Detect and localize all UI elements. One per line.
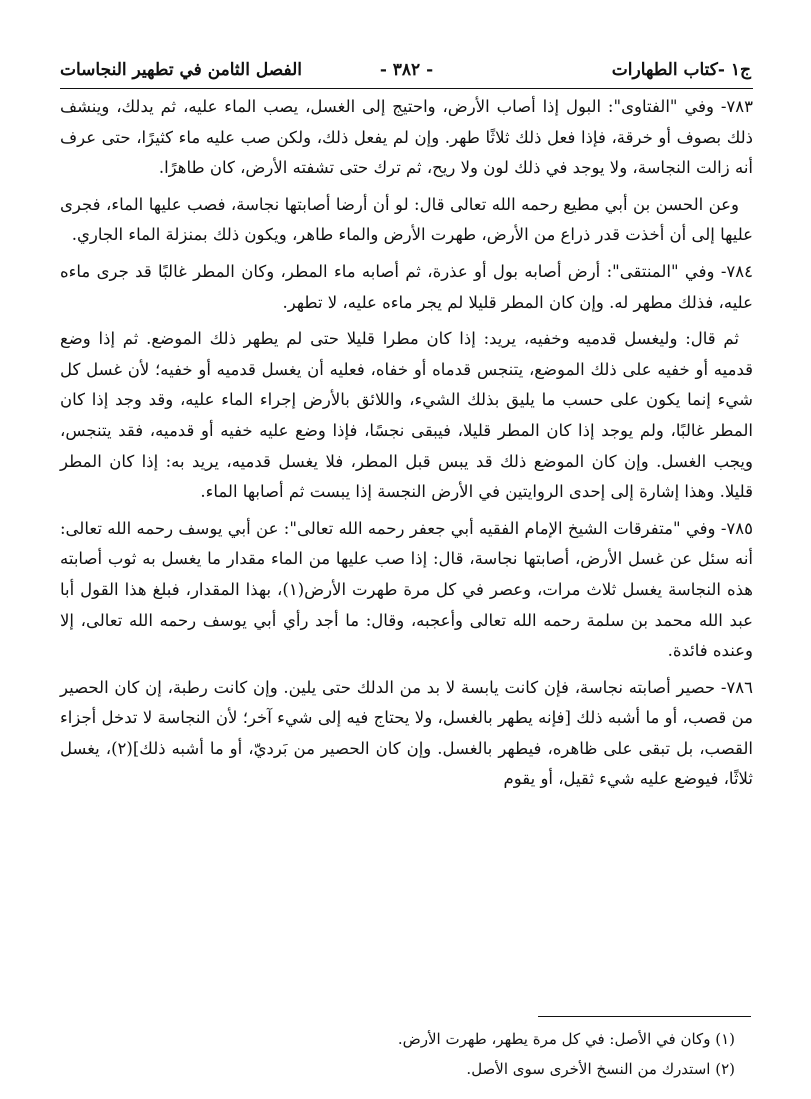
- paragraph-786: ٧٨٦- حصير أصابته نجاسة، فإن كانت يابسة لا بد من الدلك حتى يلين. وإن كانت رطبة، إن كان الحصير من قصب، أو ما أشبه ذلك [فإنه يطهر بالغسل، ولا يحتاج فيه إلى شيء آخر؛ لأن النجاسة لا تدخل أجزاء القصب، بل تبقى على ظاهره، فيطهر بالغسل. وإن كان الحصير من بَرديّ، أو ما أشبه ذلك](٢)، يغسل ثلاثًا، فيوضع عليه شيء ثقيل، أو يقوم: [60, 677, 754, 789]
- header-chapter-title: الفصل الثامن في تطهير النجاسات: [60, 60, 302, 80]
- paragraph-785: ٧٨٥- وفي "متفرقات الشيخ الإمام الفقيه أبي جعفر رحمه الله تعالى": عن أبي يوسف رحمه الله تعالى: أنه سئل عن غسل الأرض، أصابتها نجاسة، قال: إذا صب عليها من الماء مقدار ما يغسل به ثوب أصابته هذه النجاسة يغسل ثلاث مرات، وعصر في كل مرة طهرت الأرض(١)، بهذا المقدار، فبلغ هذا القول أبا عبد الله محمد بن سلمة رحمه الله تعالى وأعجبه، وقال: ما أجد رأي أبي يوسف رحمه الله تعالى، إلا وعنده فائدة.: [60, 518, 753, 661]
- page-number: - ٣٨٢ -: [379, 60, 434, 80]
- footnote-divider: [538, 1016, 751, 1017]
- main-text: [60, 92, 753, 801]
- footnotes: [58, 1024, 751, 1084]
- running-header: [60, 54, 753, 89]
- paragraph-thumma-qala: ثم قال: وليغسل قدميه وخفيه، يريد: إذا كان مطرا قليلا حتى لم يطهر ذلك الموضع. ثم إذا وضع قدميه أو خفيه على ذلك الموضع، يتنجس قدماه أو خفاه، فعليه أن يغسل قدميه أو خفيه؛ لأن غسل كل شيء إنما يكون على حسب ما يليق بذلك الشيء، واللائق بالأرض إجراء الماء عليه، وقد وجد إذا كان المطر غالبًا، ولم يوجد إذا كان المطر قليلا، فيبقى نجسًا، فإذا وضع عليه خفيه أو قدميه، فقد يتنجس، ويجب الغسل. وإن كان الموضع ذلك قد يبس قبل المطر، فلا يغسل قدميه، يريد به: إذا كان المطر قليلا. وهذا إشارة إلى إحدى الروايتين في الأرض النجسة إذا يبست ثم أصابها الماء.: [60, 329, 753, 502]
- footnote-2: (٢) استدرك من النسخ الأخرى سوى الأصل.: [466, 1060, 735, 1078]
- footnote-1: (١) وكان في الأصل: في كل مرة يطهر، طهرت الأرض.: [397, 1030, 735, 1048]
- header-volume-book: ج١ -كتاب الطهارات: [611, 60, 751, 80]
- paragraph-hasan: وعن الحسن بن أبي مطيع رحمه الله تعالى قال: لو أن أرضا أصابتها نجاسة، فصب عليها الماء، فجرى عليها إلى أن أخذت قدر ذراع من الأرض، طهرت الأرض والماء طاهر، ويكون ذلك بمنزلة الماء الجاري.: [60, 194, 753, 245]
- paragraph-783: ٧٨٣- وفي "الفتاوى": البول إذا أصاب الأرض، واحتيج إلى الغسل، يصب الماء عليه، ثم يدلك، وينشف ذلك بصوف أو خرقة، فإذا فعل ذلك ثلاثًا طهر. وإن لم يفعل ذلك، ولكن صب عليه ماء كثيرًا، حتى عرف أنه زالت النجاسة، ولا يوجد في ذلك لون ولا ريح، ثم ترك حتى تشفته الأرض، كان طاهرًا.: [60, 97, 753, 178]
- paragraph-784: ٧٨٤- وفي "المنتقى": أرض أصابه بول أو عذرة، ثم أصابه ماء المطر، وكان المطر غالبًا قد جرى ماءه عليه، فذلك مطهر له. وإن كان المطر قليلا لم يجر ماءه عليه، لا تطهر.: [60, 261, 753, 312]
